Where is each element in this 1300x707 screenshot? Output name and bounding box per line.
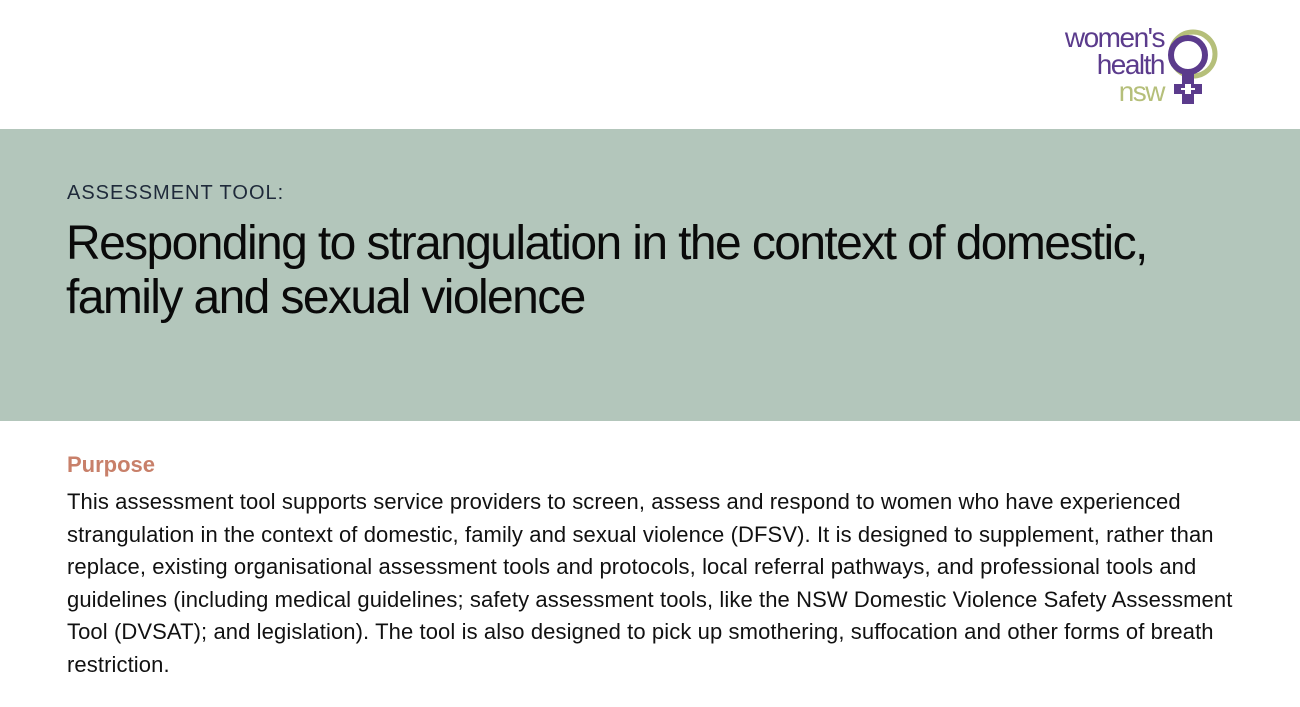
logo-line-nsw: nsw — [1118, 76, 1164, 107]
womens-health-nsw-logo — [1030, 24, 1230, 114]
logo-line-health: health — [1096, 49, 1164, 80]
purpose-heading: Purpose — [67, 452, 156, 477]
logo-line-womens: women's — [1064, 22, 1164, 53]
female-symbol-cross-icon — [1158, 28, 1222, 110]
logo-wordmark — [1065, 24, 1164, 105]
title-banner — [0, 129, 1300, 421]
eyebrow-label: ASSESSMENT TOOL: — [67, 182, 285, 204]
page-title: Responding to strangulation in the context of domestic, family and sexual violence — [66, 217, 1147, 324]
purpose-paragraph: This assessment tool supports service providers to screen, assess and respond to women who have experienced strangulation in the context of domestic, family and sexual violence (DFSV). It is designed to supplement, rather than replace, existing organisational assessment tools and protocols, local referral pathways, and professional tools and guidelines (including medical guidelines; safety assessment tools, like the NSW Domestic Violence Safety Assessment Tool (DVSAT); and legislation). The tool is also designed to pick up smothering, suffocation and other forms of breath restriction. — [67, 489, 1233, 677]
